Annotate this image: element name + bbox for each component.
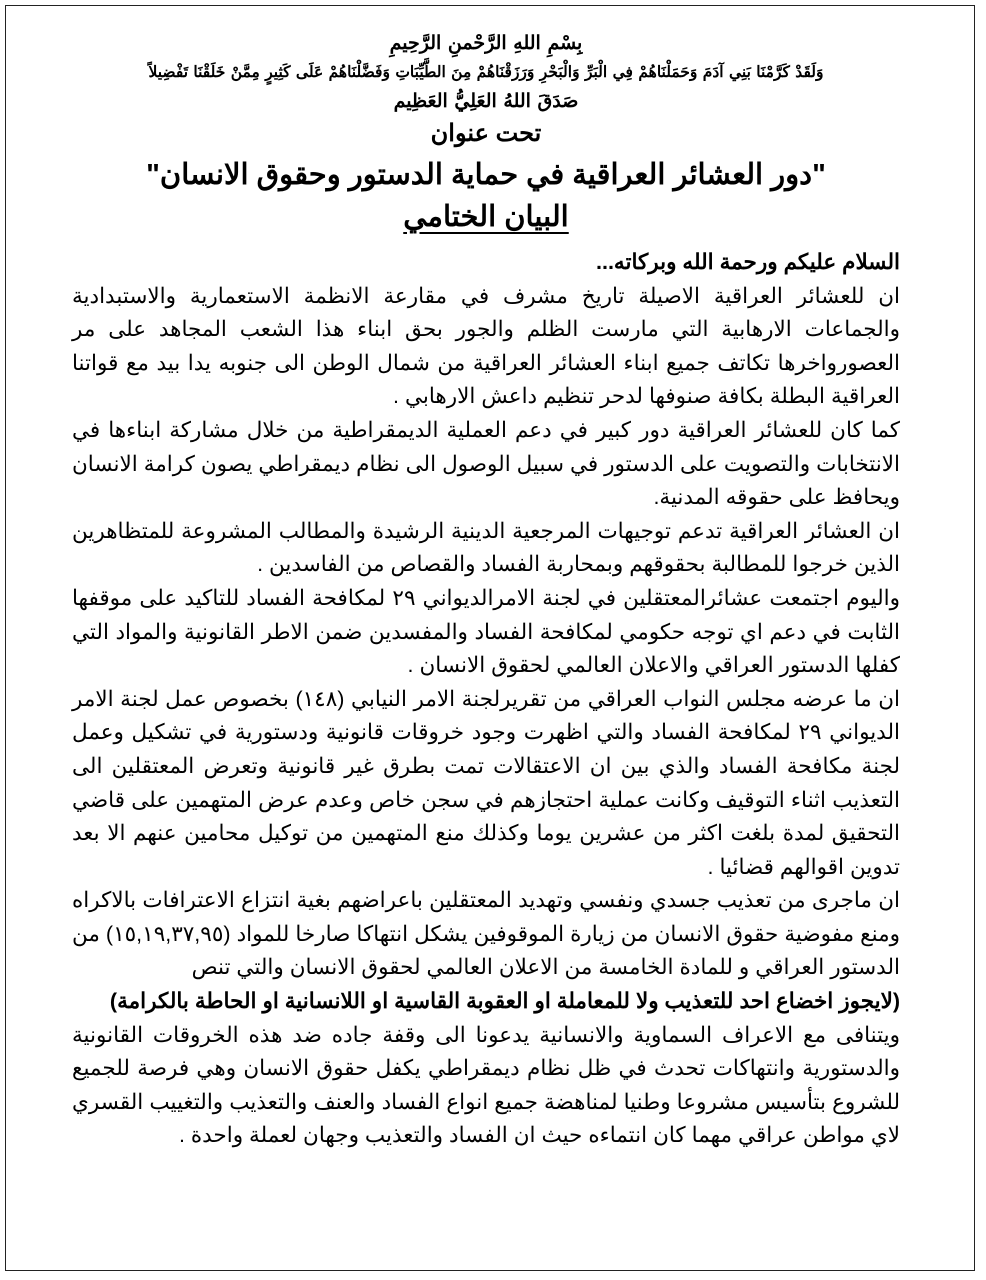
- closing-statement-text: البيان الختامي: [403, 201, 569, 233]
- paragraph-5: ان ما عرضه مجلس النواب العراقي من تقريرلجنة الامر النيابي (١٤٨) بخصوص عمل لجنة الامر الديواني ٢٩ لمكافحة الفساد والتي اظهرت وجود خروقات قانونية ودستورية في تشكيل وعمل لجنة مكافحة الفساد والذي بين ان الاعتقالات تمت بطرق غير قانونية وتعرض المعتقلين الى التعذيب اثناء التوقيف وكانت عملية احتجازهم في سجن خاص وعدم عرض المتهمين على قاضي التحقيق لمدة بلغت اكثر من عشرين يوما وكذلك منع المتهمين من توكيل محامين عنهم الا بعد تدوين اقوالهم قضائيا .: [72, 686, 900, 879]
- paragraph-3: ان العشائر العراقية تدعم توجيهات المرجعية الدينية الرشيدة والمطالب المشروعة للمتظاهرين الذين خرجوا للمطالبة بحقوقهم وبمحاربة الفساد والقصاص من الفاسدين .: [72, 518, 900, 577]
- subtitle: تحت عنوان: [430, 120, 542, 147]
- document-title: "دور العشائر العراقية في حماية الدستور وحقوق الانسان": [146, 159, 826, 191]
- paragraph-1: ان للعشائر العراقية الاصيلة تاريخ مشرف في مقارعة الانظمة الاستعمارية والاستبدادية والجماعات الارهابية التي مارست الظلم والجور بحق ابناء هذا الشعب المجاهد على مر العصورواخرها تكاتف جميع ابناء العشائر العراقية من شمال الوطن الى جنوبه يدا بيد مع قواتنا العراقية البطلة بكافة صنوفها لدحر تنظيم داعش الارهابي .: [72, 283, 900, 409]
- paragraph-2: كما كان للعشائر العراقية دور كبير في دعم العملية الديمقراطية من خلال مشاركة ابناءها في الانتخابات والتصويت على الدستور في سبيل الوصول الى نظام ديمقراطي يصون كرامة الانسان ويحافظ على حقوقه المدنية.: [72, 417, 900, 510]
- final-paragraph: ويتنافى مع الاعراف السماوية والانسانية يدعونا الى وقفة جاده ضد هذه الخروقات القانونية والدستورية وانتهاكات تحدث في ظل نظام ديمقراطي يكفل حقوق الانسان وهي فرصة للجميع للشروع بتأسيس مشروعا وطنيا لمناهضة جميع انواع الفساد والعنف والتعذيب والتغييب القسري لاي مواطن عراقي مهما كان انتماءه حيث ان الفساد والتعذيب وجهان لعملة واحدة .: [72, 1022, 900, 1148]
- basmala: بِسْمِ اللهِ الرَّحْمنِ الرَّحِيمِ: [389, 32, 583, 54]
- closing-statement-heading: [72, 198, 900, 236]
- paragraph-4: واليوم اجتمعت عشائرالمعتقلين في لجنة الامرالديواني ٢٩ لمكافحة الفساد للتاكيد على موقفها الثابت في دعم اي توجه حكومي لمكافحة الفساد والمفسدين ضمن الاطر القانونية والمواد التي كفلها الدستور العراقي والاعلان العالمي لحقوق الانسان .: [72, 585, 901, 678]
- document: [72, 30, 900, 1153]
- verse-closing: صَدَقَ اللهُ العَلِيُّ العَظِيم: [393, 90, 579, 112]
- rights-quote: (لايجوز اخضاع احد للتعذيب ولا للمعاملة او العقوبة القاسية او اللانسانية او الحاطة بالكرامة): [109, 989, 900, 1014]
- quran-verse: وَلَقَدْ كَرَّمْنَا بَنِي آدَمَ وَحَمَلْنَاهُمْ فِي الْبَرِّ وَالْبَحْرِ وَرَزَقْنَاهُمْ مِنَ الطَّيِّبَاتِ وَفَضَّلْنَاهُمْ عَلَى كَثِيرٍ مِمَّنْ خَلَقْنَا تَفْضِيلاً: [148, 62, 824, 81]
- paragraph-6: ان ماجرى من تعذيب جسدي ونفسي وتهديد المعتقلين باعراضهم بغية انتزاع الاعترافات بالاكراه ومنع مفوضية حقوق الانسان من زيارة الموقوفين يشكل انتهاكا صارخا للمواد (١٥,١٩,٣٧,٩٥) من الدستور العراقي و للمادة الخامسة من الاعلان العالمي لحقوق الانسان والتي تنص: [72, 888, 900, 980]
- greeting: السلام عليكم ورحمة الله وبركاته...: [596, 250, 900, 274]
- statement-body: [72, 246, 900, 1153]
